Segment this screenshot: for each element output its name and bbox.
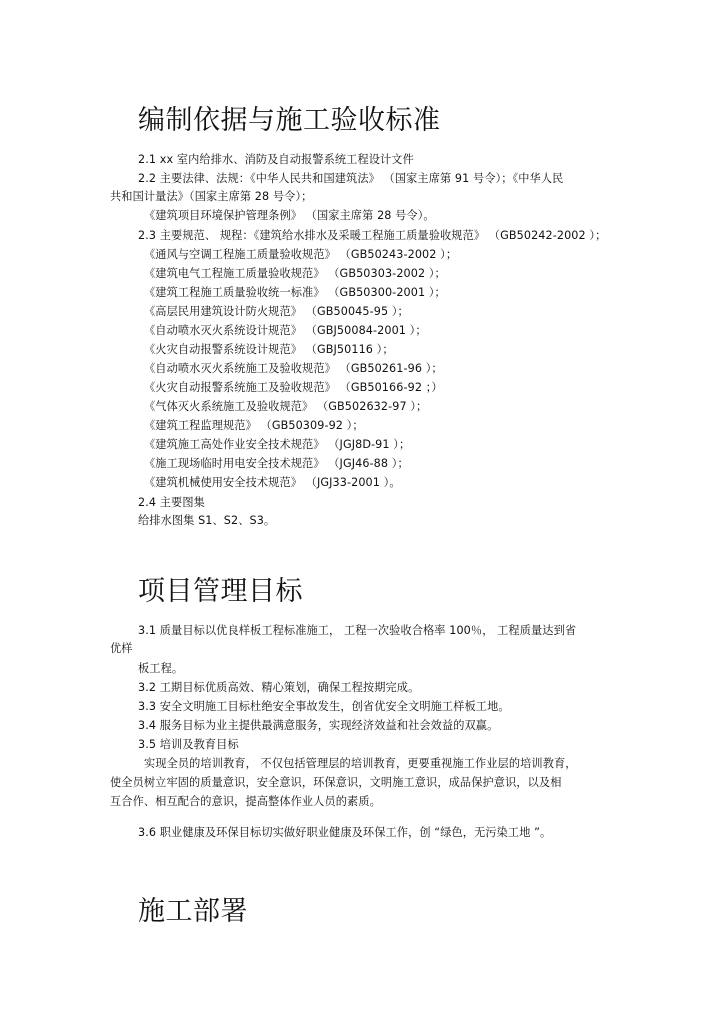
text-line: 《气体灭火系统施工及验收规范》 （GB502632-97 ）； [144,400,428,413]
text-line: 《火灾自动报警系统设计规范》 （GBJ50116 ）； [144,343,394,356]
text-line: 《通风与空调工程施工质量验收规范》 （GB50243-2002 ）； [144,248,458,261]
section-title-basis: 编制依据与施工验收标准 [138,105,441,136]
text-line: 《建筑施工高处作业安全技术规范》 （JGJ8D-91 ）； [144,438,411,451]
section-title-goals: 项目管理目标 [138,576,303,607]
text-line: 2.1 xx 室内给排水、消防及自动报警系统工程设计文件 [138,153,414,166]
text-line: 3.6 职业健康及环保目标切实做好职业健康及环保工作，创 “绿色，无污染工地 ”。 [138,826,552,839]
text-line: 互合作、相互配合的意识，提高整体作业人员的素质。 [110,795,381,808]
text-line: 《建筑工程施工质量验收统一标准》 （GB50300-2001 ）； [144,286,446,299]
text-line: 《建筑机械使用安全技术规范》 （JGJ33-2001 ）。 [144,476,401,489]
text-line: 3.3 安全文明施工目标杜绝安全事故发生，创省优安全文明施工样板工地。 [138,700,510,713]
text-line: 《高层民用建筑设计防火规范》 （GB50045-95 ）； [144,305,409,318]
text-line: 2.2 主要法律、法规：《中华人民共和国建筑法》 （国家主席第 91 号令）；《中华人民 [138,172,564,185]
text-line: 使全员树立牢固的质量意识，安全意识，环保意识，文明施工意识，成品保护意识，以及相 [110,776,562,789]
text-line: 给排水图集 S1、S2、S3。 [138,514,276,527]
text-line: 《建筑电气工程施工质量验收规范》 （GB50303-2002 ）； [144,267,446,280]
text-line: 2.3 主要规范、 规程：《建筑给水排水及采暖工程施工质量验收规范》 （GB50242-2002 ）； [138,229,607,242]
text-line: 2.4 主要图集 [138,496,205,509]
text-line: 优样 [110,642,133,655]
text-line: 共和国计量法》（国家主席第 28 号令）； [110,190,313,203]
text-line: 3.1 质量目标以优良样板工程标准施工， 工程一次验收合格率 100％， 工程质量达到省 [138,624,577,637]
text-line: 《火灾自动报警系统施工及验收规范》 （GB50166-92 ；） [144,381,443,394]
text-line: 板工程。 [138,662,184,675]
text-line: 《自动喷水灭火系统设计规范》 （GBJ50084-2001 ）； [144,324,427,337]
text-line: 《建筑项目环境保护管理条例》 （国家主席第 28 号令）。 [144,209,435,222]
text-line: 实现全员的培训教育， 不仅包括管理层的培训教育，更要重视施工作业层的培训教育， [144,757,577,770]
text-line: 3.4 服务目标为业主提供最满意服务，实现经济效益和社会效益的双赢。 [138,719,499,732]
text-line: 3.5 培训及教育目标 [138,738,239,751]
text-line: 《自动喷水灭火系统施工及验收规范》 （GB50261-96 ）； [144,362,443,375]
text-line: 《建筑工程监理规范》 （GB50309-92 ）； [144,419,364,432]
text-line: 3.2 工期目标优质高效、精心策划，确保工程按期完成。 [138,681,420,694]
text-line: 《施工现场临时用电安全技术规范》 （JGJ46-88 ）； [144,457,409,470]
section-title-deployment: 施工部署 [138,896,248,927]
